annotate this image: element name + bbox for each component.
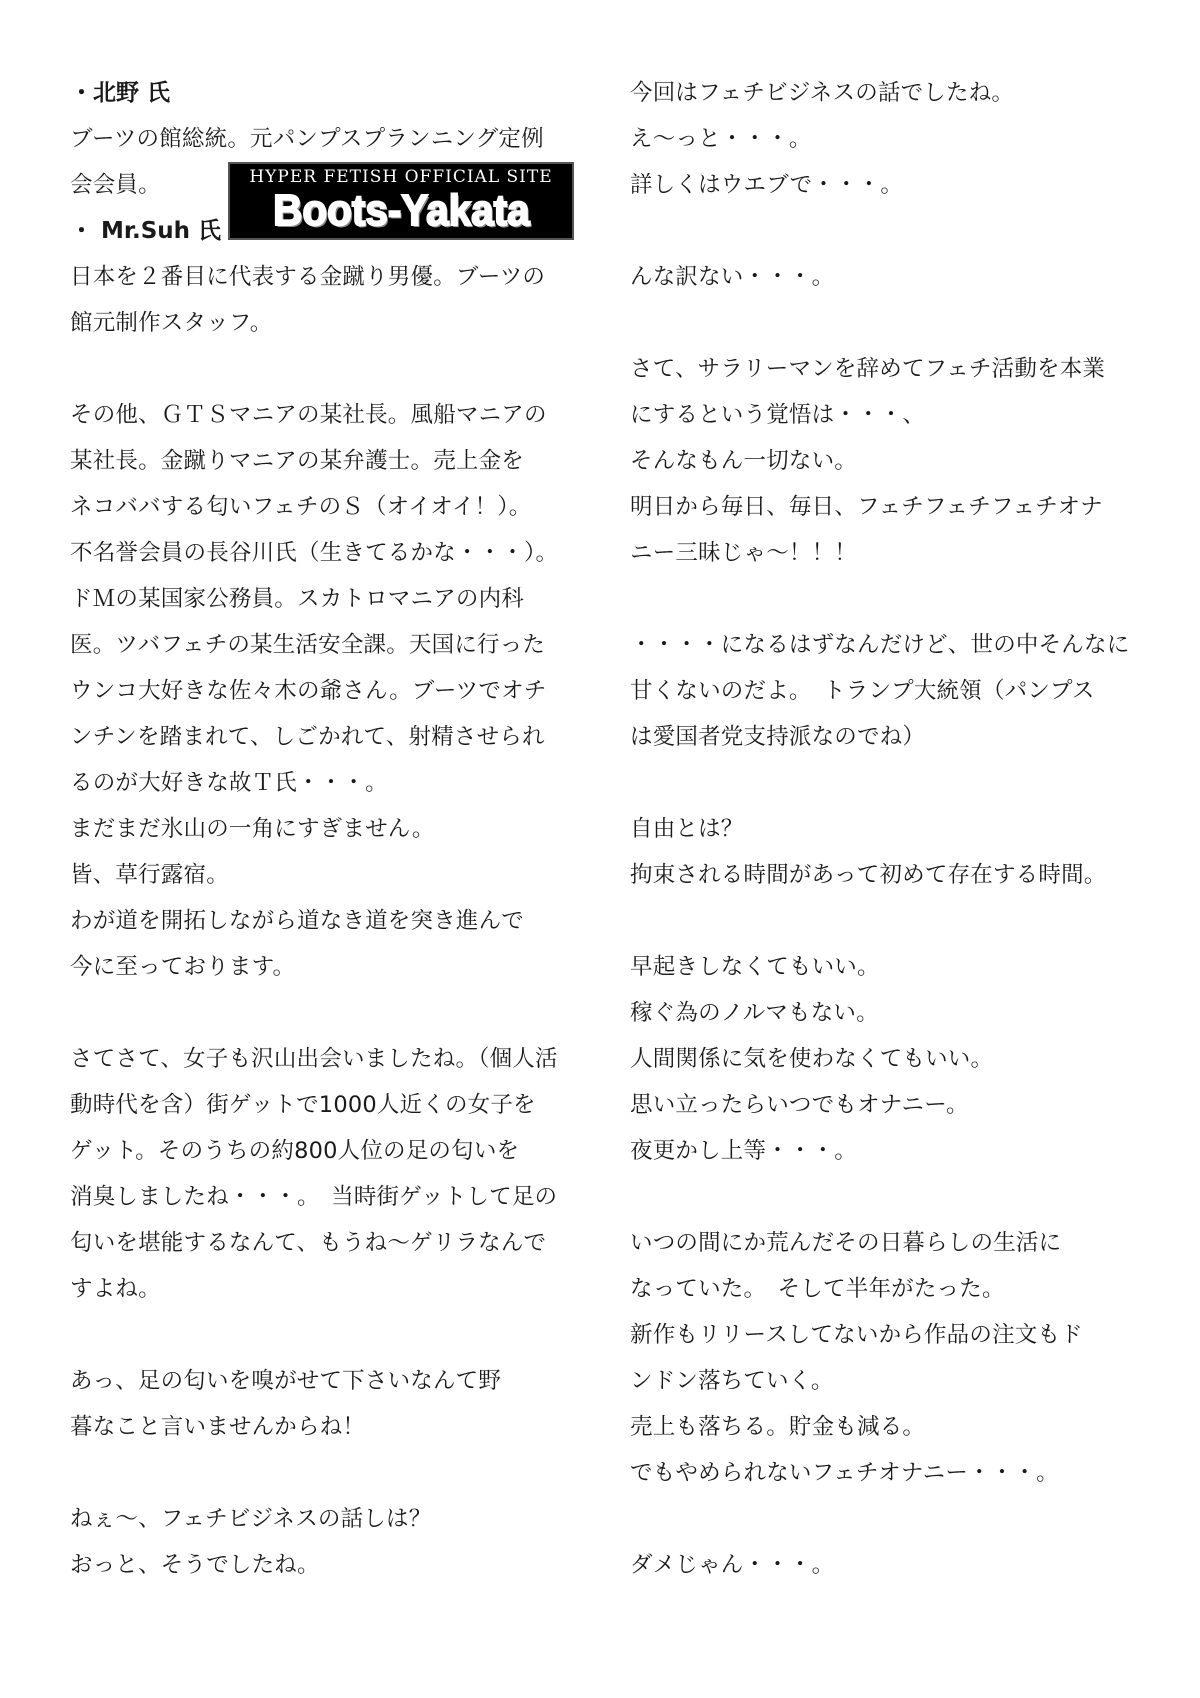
paragraph-joke (630, 254, 1140, 300)
paragraph-gap (630, 1174, 1140, 1220)
paragraph-gap (630, 576, 1140, 622)
paragraph-gap (70, 1312, 600, 1358)
logo-wordmark: Boots-Yakata (272, 186, 530, 235)
paragraph-decline (630, 1220, 1140, 1496)
heading-kitano: ・北野 氏 (70, 80, 171, 106)
paragraph-gap (630, 1496, 1140, 1542)
intro-mrsuh-line: 館元制作スタッフ。 (70, 310, 273, 336)
text-line: 不名誉会員の長谷川氏（生きてるかな・・・）。 (70, 540, 559, 566)
text-line: は愛国者党支持派なのでね） (630, 724, 926, 750)
text-line: 拘束される時間があって初めて存在する時間。 (630, 862, 1107, 888)
text-line: ドＭの某国家公務員。スカトロマニアの内科 (70, 586, 525, 612)
intro-kitano-line: 会会員。 (70, 172, 161, 198)
text-line: 今回はフェチビジネスの話でしたね。 (630, 80, 1015, 106)
paragraph-intro (630, 70, 1140, 208)
text-line: ンチンを踏まれて、しごかれて、射精させられ (70, 724, 545, 750)
text-line: 詳しくはウエブで・・・。 (630, 172, 904, 198)
paragraph-gap (630, 898, 1140, 944)
paragraph-gap (630, 760, 1140, 806)
boots-yakata-logo (228, 162, 574, 240)
text-line: 早起きしなくてもいい。 (630, 954, 880, 980)
left-column (70, 70, 600, 1588)
logo-tagline: HYPER FETISH OFFICIAL SITE (249, 167, 553, 187)
text-line: ニー三昧じゃ～！！！ (630, 540, 858, 566)
text-line: あっ、足の匂いを嗅がせて下さいなんて野 (70, 1368, 502, 1394)
text-line: 匂いを堪能するなんて、もうね～ゲリラなんで (70, 1230, 547, 1256)
text-line: 売上も落ちる。貯金も減る。 (630, 1414, 926, 1440)
paragraph-gap (630, 208, 1140, 254)
text-line: その他、ＧＴＳマニアの某社長。風船マニアの (70, 402, 547, 428)
text-line: さて、サラリーマンを辞めてフェチ活動を本業 (630, 356, 1106, 382)
text-line: 新作もリリースしてないから作品の注文もド (630, 1322, 1083, 1348)
paragraph-gap (70, 346, 600, 392)
text-line: え～っと・・・。 (630, 126, 812, 152)
heading-mrsuh: ・ Mr.Suh 氏 (70, 218, 222, 244)
intro-mrsuh-line: 日本を２番目に代表する金蹴り男優。ブーツの (70, 264, 546, 290)
paragraph-reality (630, 622, 1140, 760)
paragraph-ending (630, 1542, 1140, 1588)
text-line: ウンコ大好きな佐々木の爺さん。ブーツでオチ (70, 678, 547, 704)
text-line: 皆、草行露宿。 (70, 862, 229, 888)
text-line: ゲット。そのうちの約800人位の足の匂いを (70, 1138, 520, 1164)
text-line: まだまだ氷山の一角にすぎません。 (70, 816, 435, 842)
text-line: おっと、そうでしたね。 (70, 1552, 320, 1578)
paragraph-freedom (630, 806, 1140, 898)
text-line: 某社長。金蹴りマニアの某弁護士。売上金を (70, 448, 525, 474)
paragraph-gap (70, 990, 600, 1036)
intro-kitano-line: ブーツの館総統。元パンプスプランニング定例 (70, 126, 544, 152)
text-line: にするという覚悟は・・・、 (630, 402, 926, 428)
text-line: ・・・・になるはずなんだけど、世の中そんなに (630, 632, 1130, 658)
paragraph-resolve (630, 346, 1140, 576)
text-line: 暮なこと言いませんからね！ (70, 1414, 366, 1440)
paragraph-gap (70, 1450, 600, 1496)
text-line: なっていた。 そして半年がたった。 (630, 1276, 1005, 1302)
text-line: 今に至っております。 (70, 954, 296, 980)
text-line: いつの間にか荒んだその日暮らしの生活に (630, 1230, 1062, 1256)
paragraph-girls (70, 1036, 600, 1312)
text-line: 明日から毎日、毎日、フェチフェチフェチオナ (630, 494, 1103, 520)
text-line: 夜更かし上等・・・。 (630, 1138, 858, 1164)
paragraph-smell (70, 1358, 600, 1450)
text-line: 甘くないのだよ。 トランプ大統領（パンプス (630, 678, 1095, 704)
text-line: でもやめられないフェチオナニー・・・。 (630, 1460, 1059, 1486)
text-line: 医。ツバフェチの某生活安全課。天国に行った (70, 632, 546, 658)
text-line: 思い立ったらいつでもオナニー。 (630, 1092, 969, 1118)
text-line: さてさて、女子も沢山出会いましたね。（個人活 (70, 1046, 558, 1072)
text-line: 稼ぐ為のノルマもない。 (630, 1000, 879, 1026)
text-line: そんなもん一切ない。 (630, 448, 858, 474)
text-line: すよね。 (70, 1276, 161, 1302)
paragraph-gap (630, 300, 1140, 346)
text-line: ねぇ～、フェチビジネスの話しは？ (70, 1506, 432, 1532)
text-line: わが道を開拓しながら道なき道を突き進んで (70, 908, 525, 934)
text-line: 人間関係に気を使わなくてもいい。 (630, 1046, 994, 1072)
text-line: 動時代を含）街ゲットで1000人近くの女子を (70, 1092, 536, 1118)
paragraph-others (70, 392, 600, 990)
text-line: ネコババする匂いフェチのＳ（オイオイ！）。 (70, 494, 532, 520)
text-line: 自由とは？ (630, 816, 744, 842)
paragraph-business (70, 1496, 600, 1588)
right-column (630, 70, 1140, 1588)
text-line: るのが大好きな故Ｔ氏・・・。 (70, 770, 388, 796)
paragraph-list (630, 944, 1140, 1174)
text-line: 消臭しましたね・・・。 当時街ゲットして足の (70, 1184, 558, 1210)
text-line: んな訳ない・・・。 (630, 264, 835, 290)
text-line: ダメじゃん・・・。 (630, 1552, 835, 1578)
text-line: ンドン落ちていく。 (630, 1368, 834, 1394)
